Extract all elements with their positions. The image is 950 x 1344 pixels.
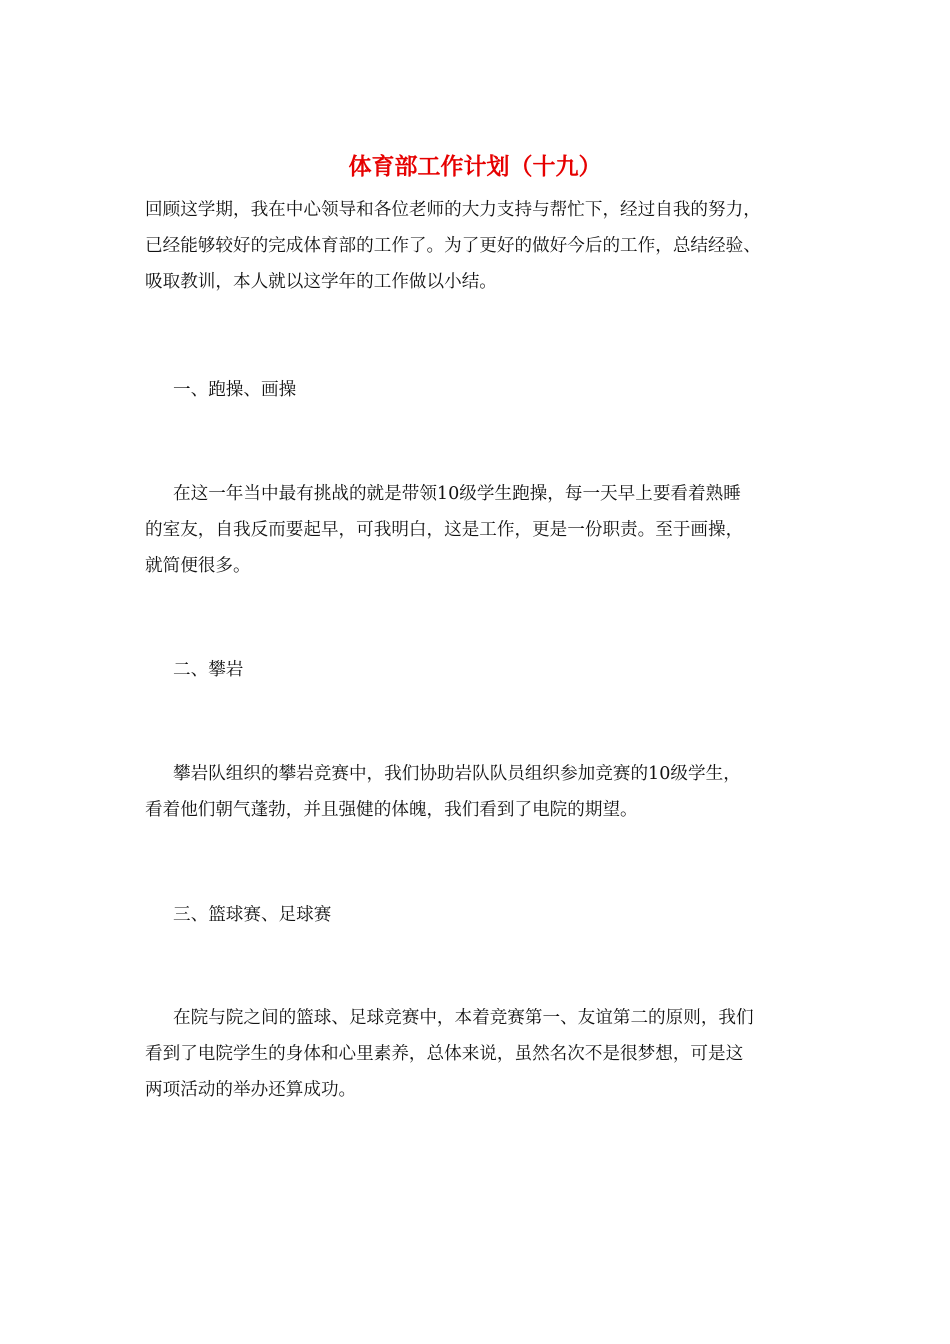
section-3-line-1: 在院与院之间的篮球、足球竞赛中，本着竞赛第一、友谊第二的原则，我们 (173, 1008, 754, 1028)
intro-line-2: 已经能够较好的完成体育部的工作了。为了更好的做好今后的工作，总结经验、 (145, 236, 761, 256)
section-2-line-2: 看着他们朝气蓬勃，并且强健的体魄，我们看到了电院的期望。 (145, 800, 638, 820)
section-3-line-2: 看到了电院学生的身体和心里素养，总体来说，虽然名次不是很梦想，可是这 (145, 1044, 744, 1064)
section-1-line-3: 就简便很多。 (145, 556, 251, 576)
document-title: 体育部工作计划（十九） (348, 153, 602, 180)
intro-paragraph (145, 192, 815, 300)
section-3-paragraph (145, 1000, 815, 1108)
section-1-heading: 一、跑操、画操 (173, 380, 297, 400)
section-1-line-1: 在这一年当中最有挑战的就是带领10级学生跑操，每一天早上要看着熟睡 (173, 484, 741, 504)
intro-line-1: 回顾这学期，我在中心领导和各位老师的大力支持与帮忙下，经过自我的努力， (145, 200, 761, 220)
section-3-line-3: 两项活动的举办还算成功。 (145, 1080, 357, 1100)
section-2-heading: 二、攀岩 (173, 660, 244, 680)
section-1-line-2: 的室友，自我反而要起早，可我明白，这是工作，更是一份职责。至于画操， (145, 520, 744, 540)
intro-line-3: 吸取教训，本人就以这学年的工作做以小结。 (145, 272, 497, 292)
section-1-paragraph (145, 476, 815, 584)
section-2-line-1: 攀岩队组织的攀岩竞赛中，我们协助岩队队员组织参加竞赛的10级学生， (173, 764, 741, 784)
section-3-heading: 三、篮球赛、足球赛 (173, 905, 332, 925)
section-2-paragraph (145, 756, 815, 828)
